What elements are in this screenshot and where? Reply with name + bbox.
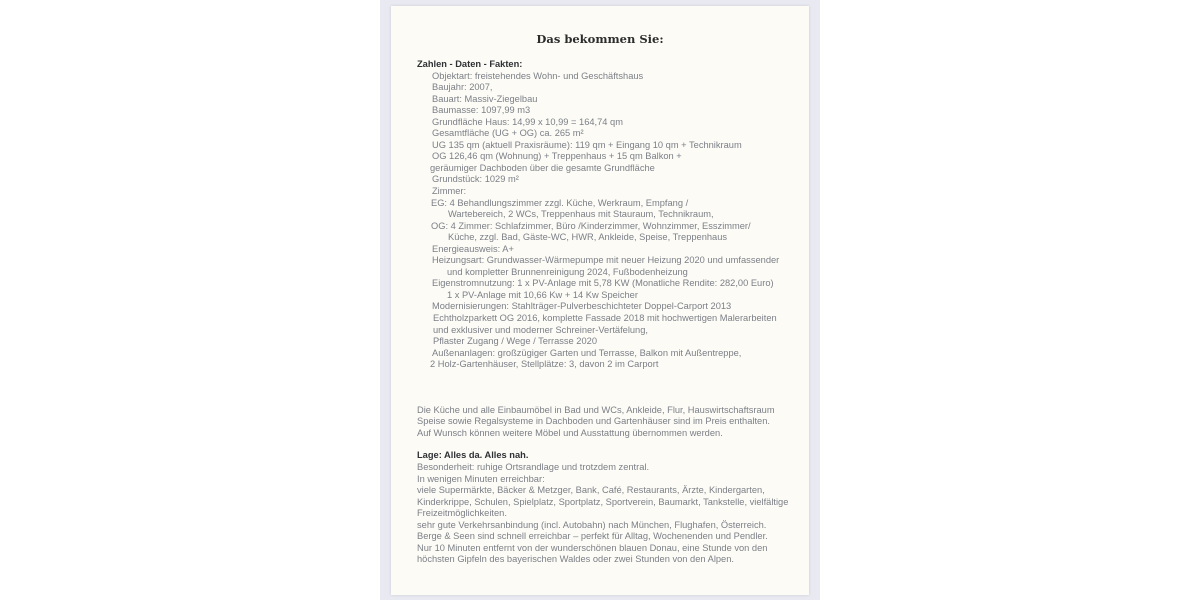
fact-line: 1 x PV-Anlage mit 10,66 Kw + 14 Kw Speicher xyxy=(447,289,638,300)
location-line: In wenigen Minuten erreichbar: xyxy=(417,473,545,484)
fact-line: und kompletter Brunnenreinigung 2024, Fußbodenheizung xyxy=(447,266,688,277)
location-line: Freizeitmöglichkeiten. xyxy=(417,508,507,519)
inventory-line: Auf Wunsch können weitere Möbel und Ausstattung übernommen werden. xyxy=(417,427,723,438)
location-line: Kinderkrippe, Schulen, Spielplatz, Sportplatz, Sportverein, Baumarkt, Tankstelle, vielfältige xyxy=(417,496,789,507)
fact-line: Objektart: freistehendes Wohn- und Geschäftshaus xyxy=(432,70,644,81)
fact-line: Pflaster Zugang / Wege / Terrasse 2020 xyxy=(433,336,597,347)
fact-line: Bauart: Massiv-Ziegelbau xyxy=(432,93,538,104)
fact-line: UG 135 qm (aktuell Praxisräume): 119 qm + Eingang 10 qm + Technikraum xyxy=(432,139,742,150)
inventory-line: Speise sowie Regalsysteme in Dachboden und Gartenhäuser sind im Preis enthalten. xyxy=(417,416,770,427)
fact-line: Grundfläche Haus: 14,99 x 10,99 = 164,74 qm xyxy=(432,116,623,127)
location-line: Besonderheit: ruhige Ortsrandlage und trotzdem zentral. xyxy=(417,461,650,472)
fact-line: Grundstück: 1029 m² xyxy=(432,174,519,185)
fact-line: Wartebereich, 2 WCs, Treppenhaus mit Stauraum, Technikraum, xyxy=(448,209,714,220)
fact-line: Küche, zzgl. Bad, Gäste-WC, HWR, Ankleide, Speise, Treppenhaus xyxy=(448,232,728,243)
document-content xyxy=(417,59,789,566)
fact-line: 2 Holz-Gartenhäuser, Stellplätze: 3, davon 2 im Carport xyxy=(430,359,659,370)
fact-line: Baumasse: 1097,99 m3 xyxy=(432,105,531,116)
location-heading: Lage: Alles da. Alles nah. xyxy=(417,450,529,461)
fact-line: geräumiger Dachboden über die gesamte Grundfläche xyxy=(430,162,655,173)
inventory-line: Die Küche und alle Einbaumöbel in Bad und WCs, Ankleide, Flur, Hauswirtschaftsraum xyxy=(417,404,775,415)
location-line: viele Supermärkte, Bäcker & Metzger, Bank, Café, Restaurants, Ärzte, Kindergarten, xyxy=(417,485,765,496)
fact-line: Echtholzparkett OG 2016, komplette Fassade 2018 mit hochwertigen Malerarbeiten xyxy=(433,313,777,324)
location-line: Berge & Seen sind schnell erreichbar – perfekt für Alltag, Wochenenden und Pendler. xyxy=(417,531,768,542)
fact-line: Eigenstromnutzung: 1 x PV-Anlage mit 5,78 KW (Monatliche Rendite: 282,00 Euro) xyxy=(432,278,774,289)
location-line: sehr gute Verkehrsanbindung (incl. Autobahn) nach München, Flughafen, Österreich. xyxy=(417,519,767,530)
location-line: Nur 10 Minuten entfernt von der wunderschönen blauen Donau, eine Stunde von den xyxy=(417,542,768,553)
document-title: Das bekommen Sie: xyxy=(536,32,664,46)
document-page xyxy=(391,6,809,595)
fact-line: OG 126,46 qm (Wohnung) + Treppenhaus + 15 qm Balkon + xyxy=(432,151,682,162)
fact-line: Gesamtfläche (UG + OG) ca. 265 m² xyxy=(432,128,584,139)
fact-line: Außenanlagen: großzügiger Garten und Terrasse, Balkon mit Außentreppe, xyxy=(432,347,742,358)
fact-line: Energieausweis: A+ xyxy=(432,243,514,254)
location-line: höchsten Gipfeln des bayerischen Waldes oder zwei Stunden von den Alpen. xyxy=(417,554,734,565)
fact-line: EG: 4 Behandlungszimmer zzgl. Küche, Werkraum, Empfang / xyxy=(431,197,689,208)
fact-line: Baujahr: 2007, xyxy=(432,82,493,93)
fact-line: und exklusiver und moderner Schreiner-Vertäfelung, xyxy=(433,324,648,335)
fact-line: Heizungsart: Grundwasser-Wärmepumpe mit neuer Heizung 2020 und umfassender xyxy=(432,255,780,266)
fact-line: Zimmer: xyxy=(432,186,467,197)
facts-heading: Zahlen - Daten - Fakten: xyxy=(417,59,523,69)
fact-line: Modernisierungen: Stahlträger-Pulverbeschichteter Doppel-Carport 2013 xyxy=(432,301,732,312)
fact-line: OG: 4 Zimmer: Schlafzimmer, Büro /Kinderzimmer, Wohnzimmer, Esszimmer/ xyxy=(431,220,751,231)
